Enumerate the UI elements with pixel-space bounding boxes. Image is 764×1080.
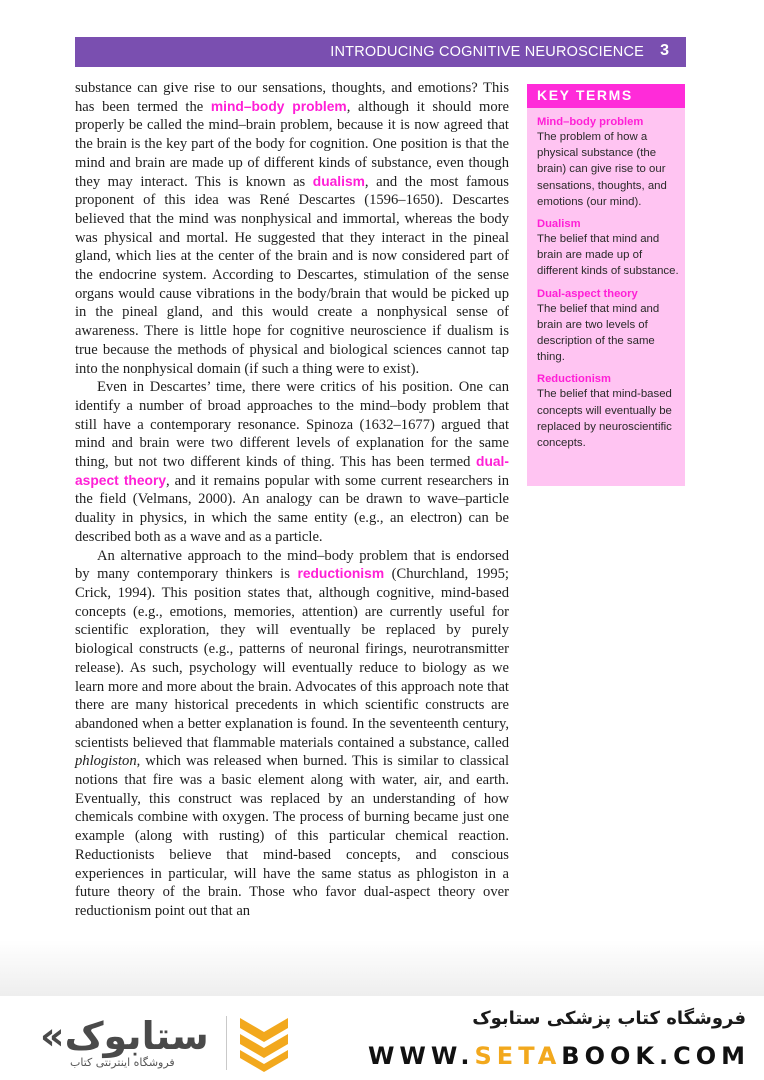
paragraph-3: An alternative approach to the mind–body problem that is endorsed by many contemporary thinkers is reductionism (Churchland, 1995; Crick, 1994). This position states that, although cognitive, mind-based concepts (e.g., emotions, memories, attention) are currently useful for scientific exploration, they will eventually be replaced by purely biological constructs (e.g., patterns of neuronal firings, neurotransmitter release). As such, psychology will eventually reduce to biology as we learn more and more about the brain. Advocates of this approach note that there are many historical precedents in which scientific constructs are abandoned when a better explanation is found. In the seventeenth century, scientists believed that flammable materials contained a substance, called phlogiston, which was released when burned. This is similar to classical notions that fire was a basic element along with water, air, and earth. Eventually, this construct was replaced by an understanding of how chemicals combine with oxygen. The process of burning became just one example (along with rusting) of this particular chemical reaction. Reductionists believe that mind-based concepts, and conscious experiences in particular, will have the same status as phlogiston in a future theory of the brain. Those who favor dual-aspect theory over reductionism point out that an: [75, 547, 509, 919]
key-term-entry: [527, 287, 685, 366]
key-term-reductionism: reductionism: [297, 566, 385, 582]
logo-subtitle: فروشگاه اینترنتی کتاب: [70, 1056, 175, 1069]
italic-term-phlogiston: phlogiston: [75, 753, 137, 770]
key-term-title: Dualism: [537, 218, 581, 231]
footer-fade: [0, 940, 764, 1000]
logo-divider: [226, 1016, 227, 1070]
setabook-logo: [18, 1008, 298, 1074]
key-term-title: Reductionism: [537, 373, 611, 386]
key-term-title: Mind–body problem: [537, 116, 644, 128]
paragraph-1: substance can give rise to our sensations, thoughts, and emotions? This has been termed the mind–body problem, although it should more properly be called the mind–brain problem, because it is now agreed that the brain is the key part of the body for cognition. One position is that the mind and brain are made up of different kinds of substance, even though they may interact. This is known as dualism, and the most famous proponent of this idea was René Descartes (1596–1650). Descartes believed that the mind was nonphysical and immortal, whereas the body was physical and mortal. He suggested that they interact in the pineal gland, which lies at the center of the brain and is now considered part of the endocrine system. According to Descartes, stimulation of the sense organs would cause vibrations in the body/brain that would be picked up in the pineal gland, and this would create a nonphysical sense of awareness. There is little hope for cognitive neuroscience if dualism is true because the methods of physical and biological sciences cannot tap into the nonphysical domain (if such a thing were to exist).: [75, 80, 509, 377]
key-term-definition: The belief that mind and brain are two levels of description of the same thing.: [537, 302, 660, 364]
key-term-entry: [527, 115, 685, 210]
key-term-dualism: dualism: [312, 173, 365, 189]
main-text-column: [75, 79, 509, 921]
key-term-entry: [527, 372, 685, 451]
shop-name: فروشگاه کتاب پزشکی ستابوک: [472, 1008, 746, 1029]
key-term-definition: The problem of how a physical substance (the brain) can give rise to our sensations, thoughts, and emotions (our mind).: [537, 131, 667, 208]
key-terms-heading: KEY TERMS: [527, 84, 685, 108]
key-term-mind-body-problem: mind–body problem: [210, 98, 347, 114]
key-term-entry: [527, 217, 685, 280]
key-term-definition: The belief that mind-based concepts will eventually be replaced by neuroscientific concepts.: [537, 388, 672, 450]
running-header-title: INTRODUCING COGNITIVE NEUROSCIENCE: [330, 44, 644, 60]
key-term-definition: The belief that mind and brain are made up of different kinds of substance.: [537, 233, 679, 278]
paragraph-2: Even in Descartes’ time, there were critics of his position. One can identify a number of broad approaches to the mind–body problem that still have a contemporary resonance. Spinoza (1632–1677) argued that mind and brain were two different levels of explanation for the same thing, but not two different kinds of thing. This has been termed dual-aspect theory, and it remains popular with some current researchers in the field (Velmans, 2000). An analogy can be drawn to wave–particle duality in physics, in which the same entity (e.g., an electron) can be described both as a wave and as a particle.: [75, 379, 509, 545]
running-header: [75, 37, 686, 67]
key-term-dual-aspect-theory: dual-aspect theory: [75, 454, 509, 488]
shop-url[interactable]: WWW.SETABOOK.COM: [367, 1042, 750, 1070]
logo-wordmark: «ستابوک: [40, 1014, 209, 1058]
watermark-footer: [0, 996, 764, 1080]
key-term-title: Dual-aspect theory: [537, 287, 638, 300]
key-terms-sidebar: [527, 84, 685, 486]
chevron-logo-icon: [236, 1012, 292, 1072]
page-number: 3: [660, 42, 669, 59]
